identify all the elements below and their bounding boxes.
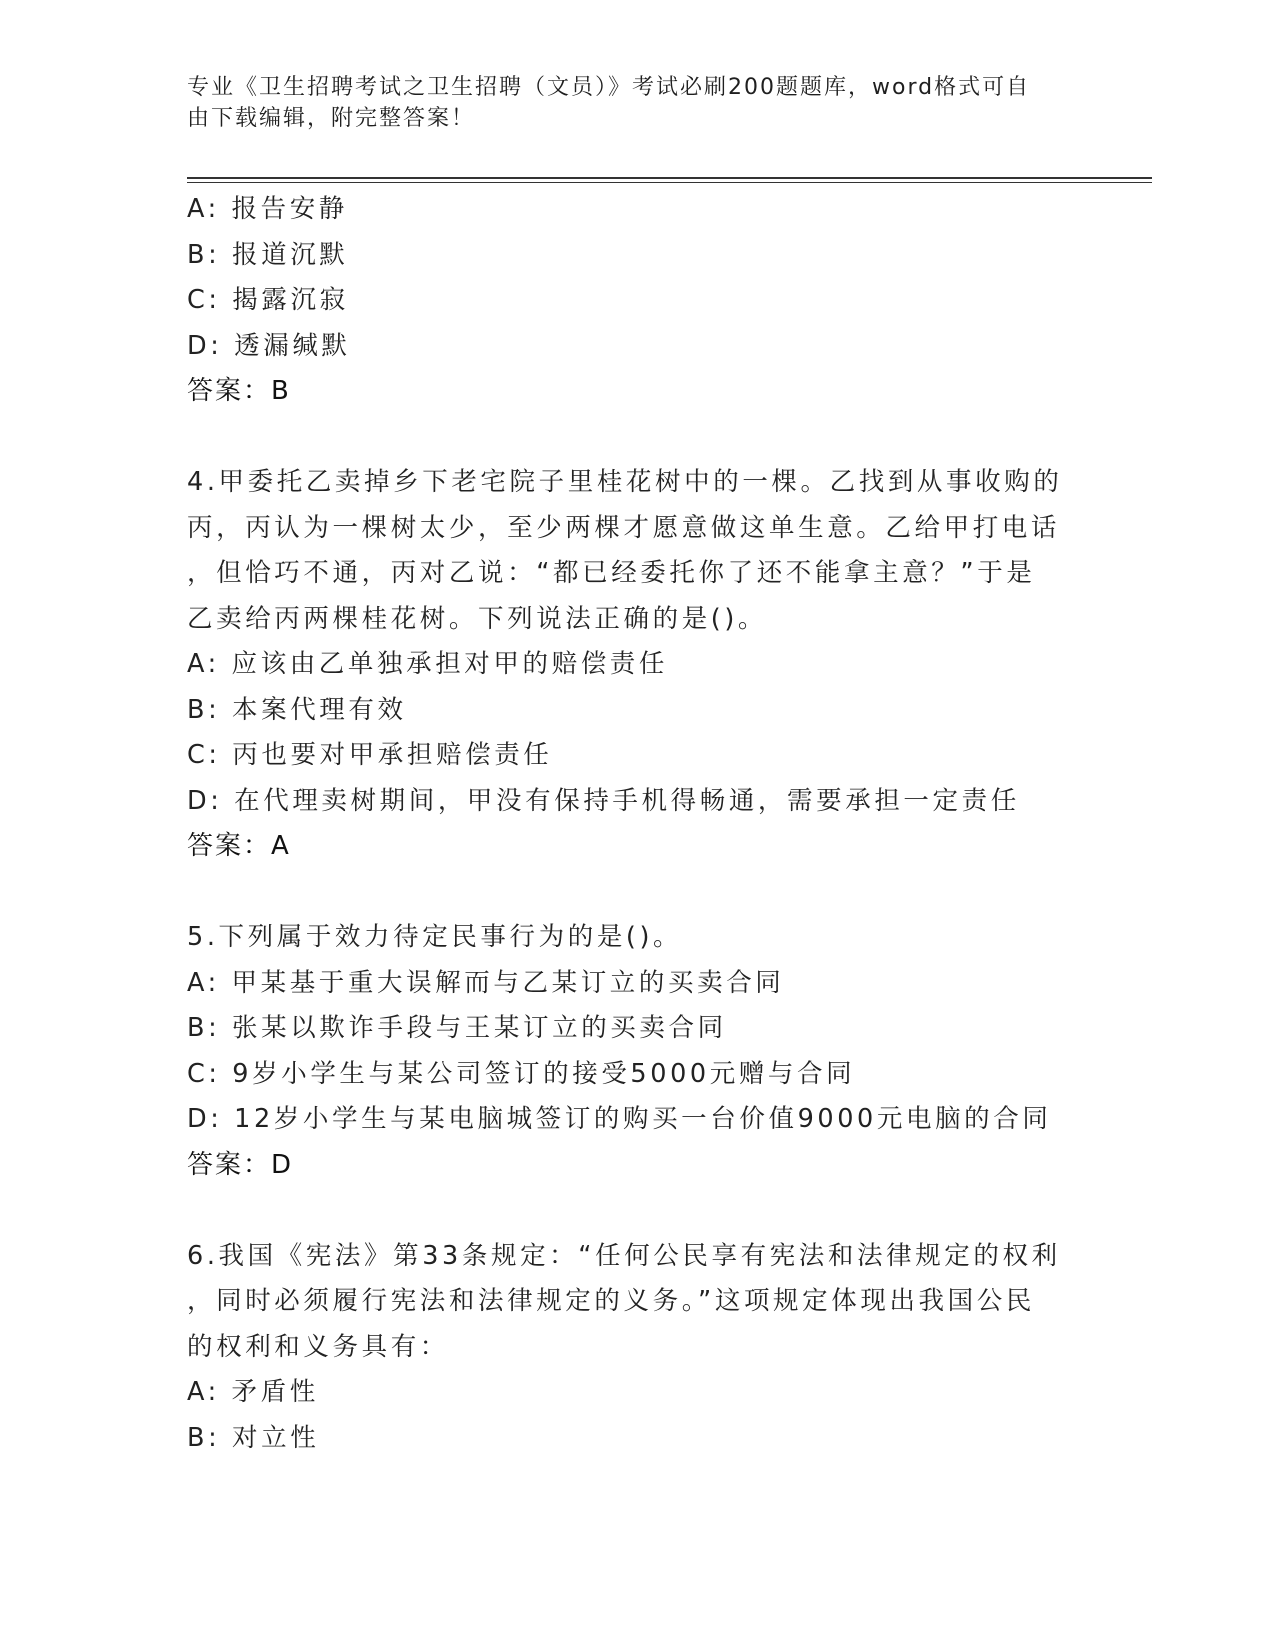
option-b: B: 报道沉默 [187, 239, 349, 270]
option-d: D: 在代理卖树期间，甲没有保持手机得畅通，需要承担一定责任 [187, 785, 1020, 816]
header-line-2: 由下载编辑，附完整答案！ [187, 106, 476, 131]
question-stem-line: ，同时必须履行宪法和法律规定的义务。”这项规定体现出我国公民 [187, 1286, 1035, 1316]
option-c: C: 丙也要对甲承担赔偿责任 [187, 740, 553, 770]
question-stem-line: 丙，丙认为一棵树太少，至少两棵才愿意做这单生意。乙给甲打电话 [187, 512, 1061, 543]
question-stem-line: 乙卖给丙两棵桂花树。下列说法正确的是()。 [187, 603, 767, 634]
document-header [187, 72, 1067, 134]
question-stem-line: 5.下列属于效力待定民事行为的是()。 [187, 922, 683, 952]
question-6 [187, 1234, 1087, 1462]
option-c: C: 9岁小学生与某公司签订的接受5000元赠与合同 [187, 1058, 856, 1089]
option-d: D: 透漏缄默 [187, 330, 351, 361]
answer-line: 答案：A [187, 831, 291, 861]
option-a: A: 报告安静 [187, 194, 348, 224]
header-divider-thin [187, 182, 1152, 183]
question-3 [187, 187, 1087, 415]
question-list [187, 187, 1087, 1461]
header-divider-thick [187, 177, 1152, 179]
answer-line: 答案：D [187, 1149, 294, 1180]
question-stem-line: 的权利和义务具有： [187, 1331, 449, 1362]
spacer [187, 415, 1087, 461]
option-c: C: 揭露沉寂 [187, 285, 349, 315]
question-stem-line: 4.甲委托乙卖掉乡下老宅院子里桂花树中的一棵。乙找到从事收购的 [187, 467, 1063, 497]
question-stem-line: 6.我国《宪法》第33条规定：“任何公民享有宪法和法律规定的权利 [187, 1240, 1061, 1271]
header-line-1: 专业《卫生招聘考试之卫生招聘（文员）》考试必刷200题题库，word格式可自 [187, 75, 1031, 100]
answer-line: 答案：B [187, 376, 291, 406]
option-d: D: 12岁小学生与某电脑城签订的购买一台价值9000元电脑的合同 [187, 1104, 1052, 1134]
question-stem-line: ，但恰巧不通，丙对乙说：“都已经委托你了还不能拿主意？”于是 [187, 558, 1036, 588]
question-5 [187, 915, 1087, 1188]
spacer [187, 1188, 1087, 1234]
option-b: B: 本案代理有效 [187, 694, 407, 725]
spacer [187, 870, 1087, 916]
option-a: A: 应该由乙单独承担对甲的赔偿责任 [187, 649, 668, 679]
option-b: B: 对立性 [187, 1422, 320, 1453]
option-a: A: 矛盾性 [187, 1377, 319, 1407]
option-b: B: 张某以欺诈手段与王某订立的买卖合同 [187, 1013, 727, 1043]
question-4 [187, 460, 1087, 870]
option-a: A: 甲某基于重大误解而与乙某订立的买卖合同 [187, 967, 785, 998]
